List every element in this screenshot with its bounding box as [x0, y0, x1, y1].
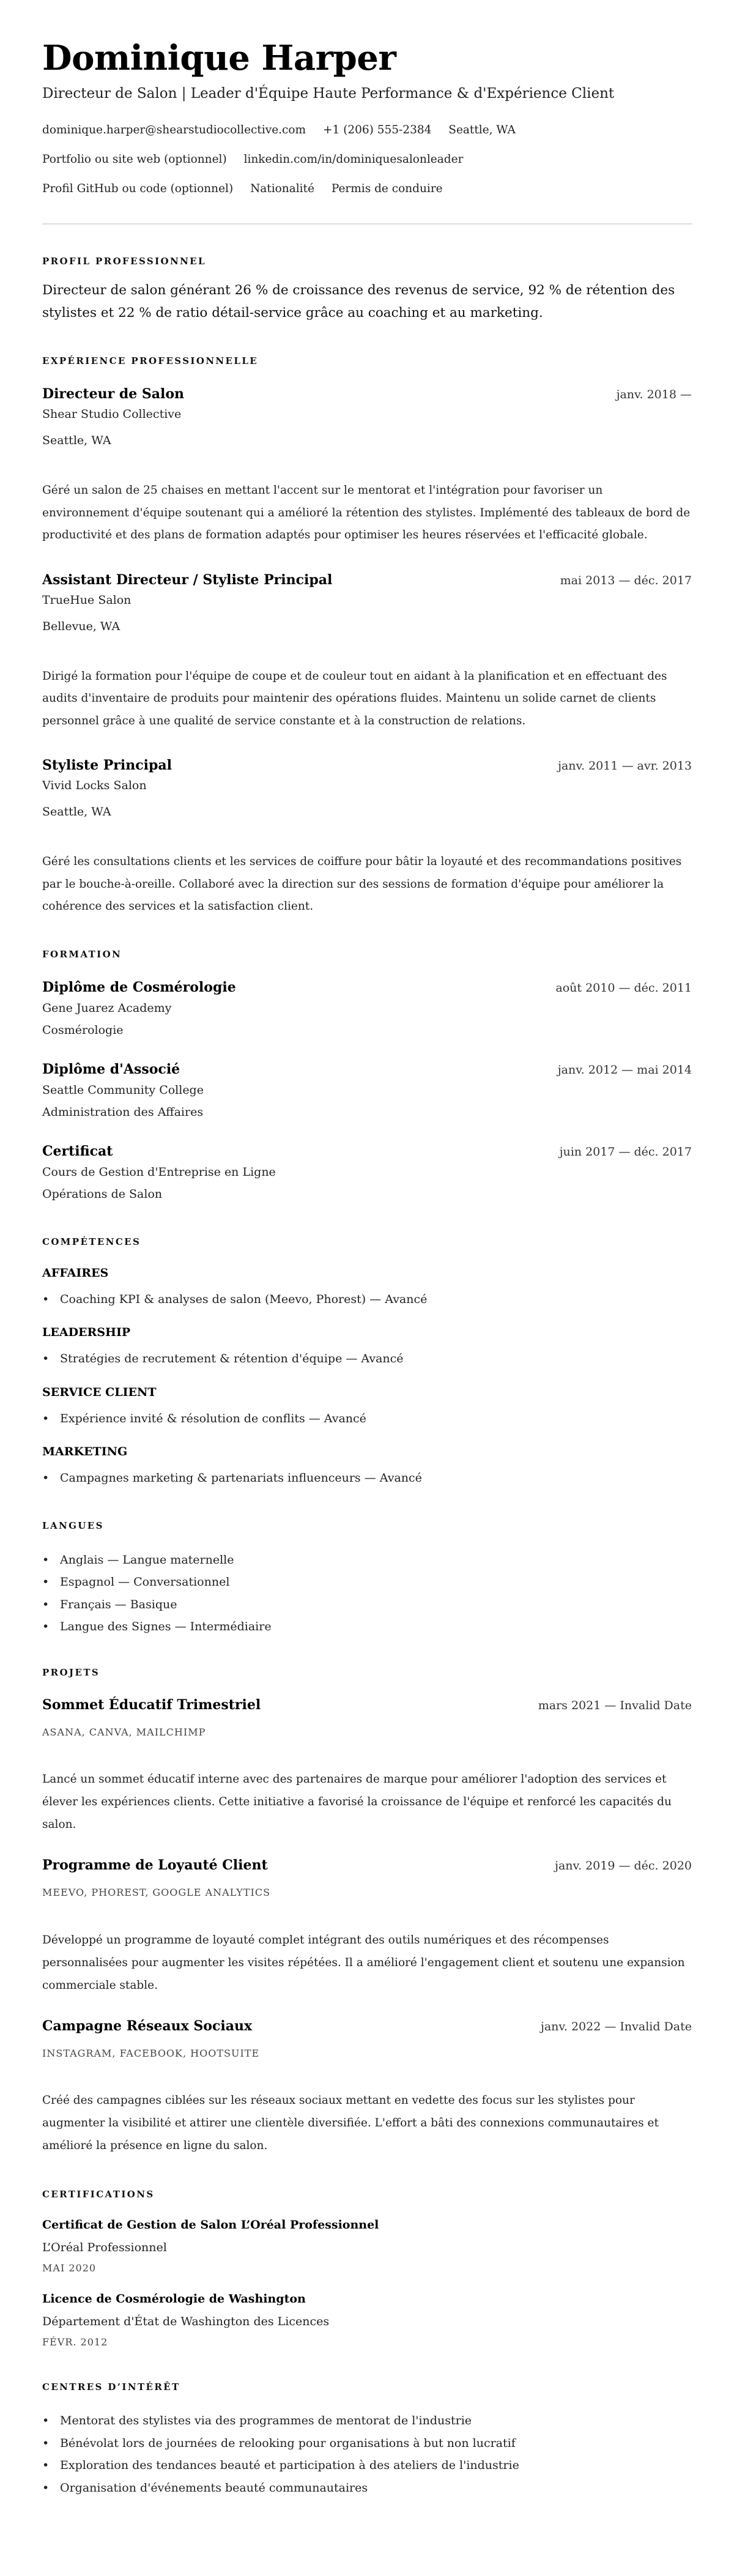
language-item: • Langue des Signes — Intermédiaire [42, 1616, 692, 1638]
skill-list [42, 1408, 692, 1430]
location: Seattle, WA [448, 124, 516, 136]
company-name: TrueHue Salon [42, 593, 132, 607]
skill-category: MARKETING [42, 1445, 128, 1458]
job-title: Assistant Directeur / Styliste Principal [42, 571, 333, 588]
job-location: Seattle, WA [42, 434, 111, 447]
candidate-name: Dominique Harper [42, 38, 396, 78]
certification-date: MAI 2020 [42, 2262, 97, 2274]
project-header [42, 1856, 692, 1875]
drivers-license: Permis de conduire [331, 182, 443, 195]
school: Cours de Gestion d'Entreprise en Ligne [42, 1165, 276, 1179]
education-entry [42, 1060, 692, 1124]
skill-list [42, 1348, 692, 1370]
job-description: Géré les consultations clients et les services de coiffure pour bâtir la loyauté et des recommandations positives par le bouche-à-oreille. Collaboré avec la direction sur des sessions de formation d'équipe pour améliorer la cohérence des services et la satisfaction client. [42, 855, 682, 913]
job-dates: janv. 2018 — [616, 388, 692, 401]
skill-list [42, 1288, 692, 1311]
language-item: • Espagnol — Conversationnel [42, 1571, 692, 1594]
project-entry [42, 1856, 692, 1997]
profile-section [42, 254, 692, 324]
language-item: • Français — Basique [42, 1594, 692, 1616]
languages-section [42, 1518, 692, 1638]
degree: Certificat [42, 1143, 113, 1159]
job-header [42, 756, 692, 775]
skill-item: • Stratégies de recrutement & rétention d'équipe — Avancé [42, 1348, 692, 1370]
job-title: Styliste Principal [42, 757, 172, 773]
interests-section [42, 2380, 692, 2499]
field-of-study: Cosmérologie [42, 1023, 124, 1037]
project-entry [42, 1696, 692, 1836]
job-dates: mai 2013 — déc. 2017 [560, 573, 692, 587]
contact-row [42, 145, 692, 174]
interest-item: • Mentorat des stylistes via des programmes de mentorat de l'industrie [42, 2410, 692, 2432]
project-header [42, 2017, 692, 2036]
certification-name: Licence de Cosmérologie de Washington [42, 2292, 306, 2306]
job-entry [42, 756, 692, 918]
skill-category: LEADERSHIP [42, 1326, 131, 1339]
project-name: Programme de Loyauté Client [42, 1857, 268, 1873]
job-dates: janv. 2011 — avr. 2013 [558, 759, 692, 773]
field-of-study: Opérations de Salon [42, 1187, 163, 1201]
job-header [42, 385, 692, 404]
project-name: Campagne Réseaux Sociaux [42, 2017, 253, 2034]
project-dates: janv. 2022 — Invalid Date [540, 2019, 692, 2033]
skill-category: AFFAIRES [42, 1266, 109, 1280]
section-heading: EXPÉRIENCE PROFESSIONNELLE [42, 355, 259, 366]
degree: Diplôme de Cosmérologie [42, 979, 236, 995]
interest-item: • Exploration des tendances beauté et participation à des ateliers de l'industrie [42, 2454, 692, 2477]
education-entry [42, 978, 692, 1042]
certification-name: Certificat de Gestion de Salon L’Oréal Professionnel [42, 2218, 379, 2232]
education-section [42, 947, 692, 1206]
project-description: Lancé un sommet éducatif interne avec des partenaires de marque pour améliorer l'adoption des services et élever les expériences clients. Cette initiative a favorisé la croissance de l'équipe et renforcé les capacités du salon. [42, 1773, 672, 1831]
school: Seattle Community College [42, 1083, 204, 1097]
section-heading: CERTIFICATIONS [42, 2189, 155, 2200]
skill-list [42, 1467, 692, 1490]
certification-entry [42, 2216, 692, 2277]
project-name: Sommet Éducatif Trimestriel [42, 1696, 261, 1713]
company-name: Shear Studio Collective [42, 407, 182, 421]
certification-entry [42, 2290, 692, 2351]
certification-issuer: L’Oréal Professionnel [42, 2241, 167, 2254]
github-link[interactable]: Profil GitHub ou code (optionnel) [42, 182, 234, 195]
projects-section [42, 1665, 692, 2158]
skill-item: • Coaching KPI & analyses de salon (Meevo, Phorest) — Avancé [42, 1288, 692, 1311]
section-heading: COMPÉTENCES [42, 1236, 141, 1247]
education-entry [42, 1142, 692, 1206]
school: Gene Juarez Academy [42, 1001, 172, 1015]
interest-item: • Bénévolat lors de journées de relooking pour organisations à but non lucratif [42, 2432, 692, 2455]
project-dates: mars 2021 — Invalid Date [538, 1698, 692, 1712]
company-name: Vivid Locks Salon [42, 779, 147, 792]
email-link[interactable]: dominique.harper@shearstudiocollective.com [42, 124, 306, 136]
job-header [42, 571, 692, 590]
job-description: Dirigé la formation pour l'équipe de coupe et de couleur tout en aidant à la planification et en effectuant des audits d'inventaire de produits pour maintenir des opérations fluides. Maintenu un solide carnet de clients personnel grâce à une qualité de service constante et à la construction de relations. [42, 669, 667, 727]
job-location: Bellevue, WA [42, 619, 120, 633]
job-description: Géré un salon de 25 chaises en mettant l'accent sur le mentorat et l'intégration pour favoriser un environnement d'équipe soutenant qui a amélioré la rétention des stylistes. Implémenté des tableaux de bord de productivité et des plans de formation adaptés pour optimiser les heures réservées et l'efficacité globale. [42, 484, 691, 541]
project-tech-stack: MEEVO, PHOREST, GOOGLE ANALYTICS [42, 1887, 271, 1898]
section-heading: PROJETS [42, 1666, 100, 1678]
profile-summary: Directeur de salon générant 26 % de croissance des revenus de service, 92 % de rétention des stylistes et 22 % de ratio détail-service grâce au coaching et au marketing. [42, 283, 675, 321]
certifications-section [42, 2187, 692, 2351]
project-tech-stack: ASANA, CANVA, MAILCHIMP [42, 1726, 206, 1738]
education-dates: août 2010 — déc. 2011 [555, 981, 692, 995]
headline: Directeur de Salon | Leader d'Équipe Haute Performance & d'Expérience Client [42, 86, 615, 102]
skill-item: • Expérience invité & résolution de conflits — Avancé [42, 1408, 692, 1430]
interest-item: • Organisation d'événements beauté communautaires [42, 2477, 692, 2500]
contact-row [42, 116, 692, 145]
project-header [42, 1696, 692, 1715]
project-description: Développé un programme de loyauté complet intégrant des outils numériques et des récompenses personnalisées pour augmenter les visites répétées. Il a amélioré l'engagement client et soutenu une expansion commerciale stable. [42, 1933, 685, 1992]
certification-date: FÉVR. 2012 [42, 2336, 108, 2348]
education-dates: juin 2017 — déc. 2017 [559, 1145, 692, 1159]
project-dates: janv. 2019 — déc. 2020 [555, 1859, 692, 1873]
project-description: Créé des campagnes ciblées sur les réseaux sociaux mettant en vedette des focus sur les stylistes pour augmenter la visibilité et attirer une clientèle diversifiée. L'effort a bâti des connexions communautaires et amélioré la présence en ligne du salon. [42, 2094, 659, 2152]
section-heading: LANGUES [42, 1520, 104, 1531]
field-of-study: Administration des Affaires [42, 1105, 204, 1119]
job-entry [42, 571, 692, 733]
portfolio-link[interactable]: Portfolio ou site web (optionnel) [42, 153, 227, 166]
section-heading: CENTRES D’INTÉRÊT [42, 2381, 180, 2392]
education-header [42, 1142, 692, 1161]
education-dates: janv. 2012 — mai 2014 [557, 1063, 692, 1077]
education-header [42, 1060, 692, 1079]
linkedin-link[interactable]: linkedin.com/in/dominiquesalonleader [243, 153, 464, 166]
divider [42, 223, 692, 225]
certification-issuer: Département d'État de Washington des Licences [42, 2315, 330, 2328]
nationality: Nationalité [250, 182, 314, 195]
job-location: Seattle, WA [42, 805, 111, 818]
degree: Diplôme d'Associé [42, 1061, 180, 1077]
experience-section [42, 354, 692, 918]
skills-section [42, 1234, 692, 1490]
education-header [42, 978, 692, 997]
section-heading: FORMATION [42, 948, 122, 960]
skill-category: SERVICE CLIENT [42, 1385, 157, 1399]
phone: +1 (206) 555-2384 [322, 124, 432, 136]
project-entry [42, 2017, 692, 2158]
project-tech-stack: INSTAGRAM, FACEBOOK, HOOTSUITE [42, 2047, 260, 2059]
section-heading: PROFIL PROFESSIONNEL [42, 256, 206, 267]
job-title: Directeur de Salon [42, 386, 185, 402]
language-item: • Anglais — Langue maternelle [42, 1549, 692, 1572]
job-entry [42, 385, 692, 547]
contact-row [42, 174, 692, 204]
contact-info [42, 116, 692, 204]
skill-item: • Campagnes marketing & partenariats influenceurs — Avancé [42, 1467, 692, 1490]
